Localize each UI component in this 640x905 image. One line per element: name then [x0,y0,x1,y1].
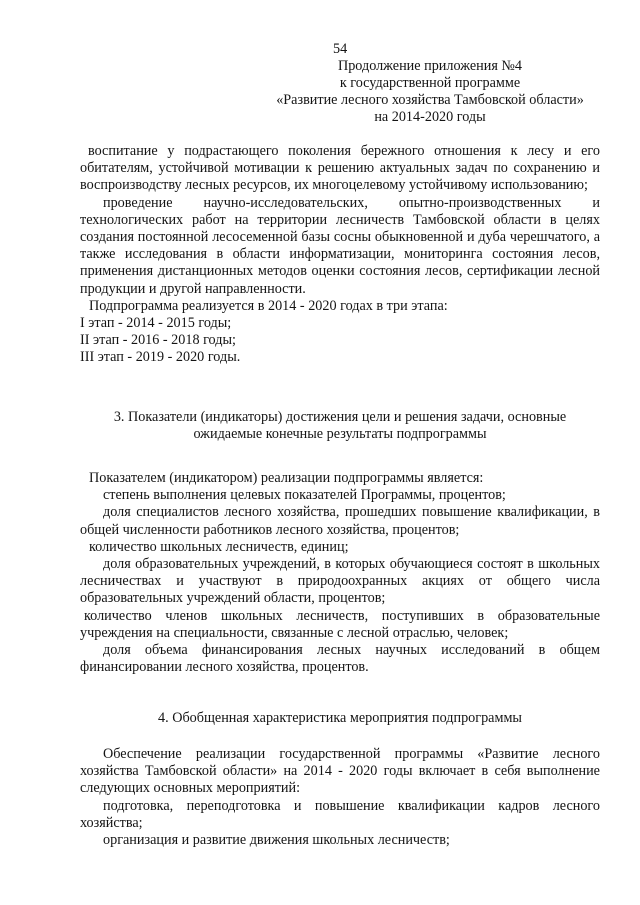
stage-item: I этап - 2014 - 2015 годы; [80,315,232,332]
stage-item: III этап - 2019 - 2020 годы. [80,349,241,366]
section-4-body [80,746,600,849]
paragraph: доля специалистов лесного хозяйства, прошедших повышение квалификации, в общей численности работников лесного хозяйства, процентов; [80,504,600,538]
paragraph: степень выполнения целевых показателей Программы, процентов; [103,487,506,504]
page-number: 54 [333,41,348,57]
paragraph: количество школьных лесничеств, единиц; [89,538,349,555]
paragraph: Обеспечение реализации государственной программы «Развитие лесного хозяйства Тамбовской области» на 2014 - 2020 годы включает в себя выполнение следующих основных мероприятий: [80,746,600,797]
section-3-body [80,470,600,676]
header-line: на 2014-2020 годы [374,109,486,125]
section-title-line: ожидаемые конечные результаты подпрограммы [193,426,487,442]
header-line: «Развитие лесного хозяйства Тамбовской области» [276,92,584,108]
paragraph: количество членов школьных лесничеств, поступивших в образовательные учреждения на специальности, связанные с лесной отраслью, человек; [80,607,600,641]
paragraph: воспитание у подрастающего поколения бережного отношения к лесу и его обитателям, устойчивой мотивации к решению актуальных задач по сохранению и воспроизводству лесных ресурсов, их многоцелевому устойчивому использованию; [80,143,600,194]
paragraph: подготовка, переподготовка и повышение квалификации кадров лесного хозяйства; [80,797,600,831]
section-4-title: 4. Обобщенная характеристика мероприятия подпрограммы [158,710,522,726]
section-3-title [80,409,600,443]
intro-text [80,143,600,367]
paragraph: доля объема финансирования лесных научных исследований в общем финансировании лесного хозяйства, процентов. [80,642,600,676]
paragraph: Показателем (индикатором) реализации подпрограммы является: [89,470,484,486]
paragraph: организация и развитие движения школьных лесничеств; [103,832,450,849]
paragraph: Подпрограмма реализуется в 2014 - 2020 годах в три этапа: [89,297,448,314]
appendix-header [250,58,610,126]
section-title-line: 3. Показатели (индикаторы) достижения цели и решения задачи, основные [113,409,567,425]
paragraph: доля образовательных учреждений, в которых обучающиеся состоят в школьных лесничествах и участвуют в природоохранных акциях от общего числа образовательных учреждений области, процентов; [80,556,600,607]
header-line: к государственной программе [339,75,521,91]
paragraph: проведение научно-исследовательских, опытно-производственных и технологических работ на территории лесничеств Тамбовской области в целях создания постоянной лесосеменной базы сосны обыкновенной и дуба черешчатого, а также исследования в области информатизации, мониторинга состояния лесов, применения дистанционных методов оценки состояния лесов, сертификации лесной продукции и другой направленности. [80,194,600,297]
stage-item: II этап - 2016 - 2018 годы; [80,332,236,349]
header-line: Продолжение приложения №4 [337,58,523,74]
